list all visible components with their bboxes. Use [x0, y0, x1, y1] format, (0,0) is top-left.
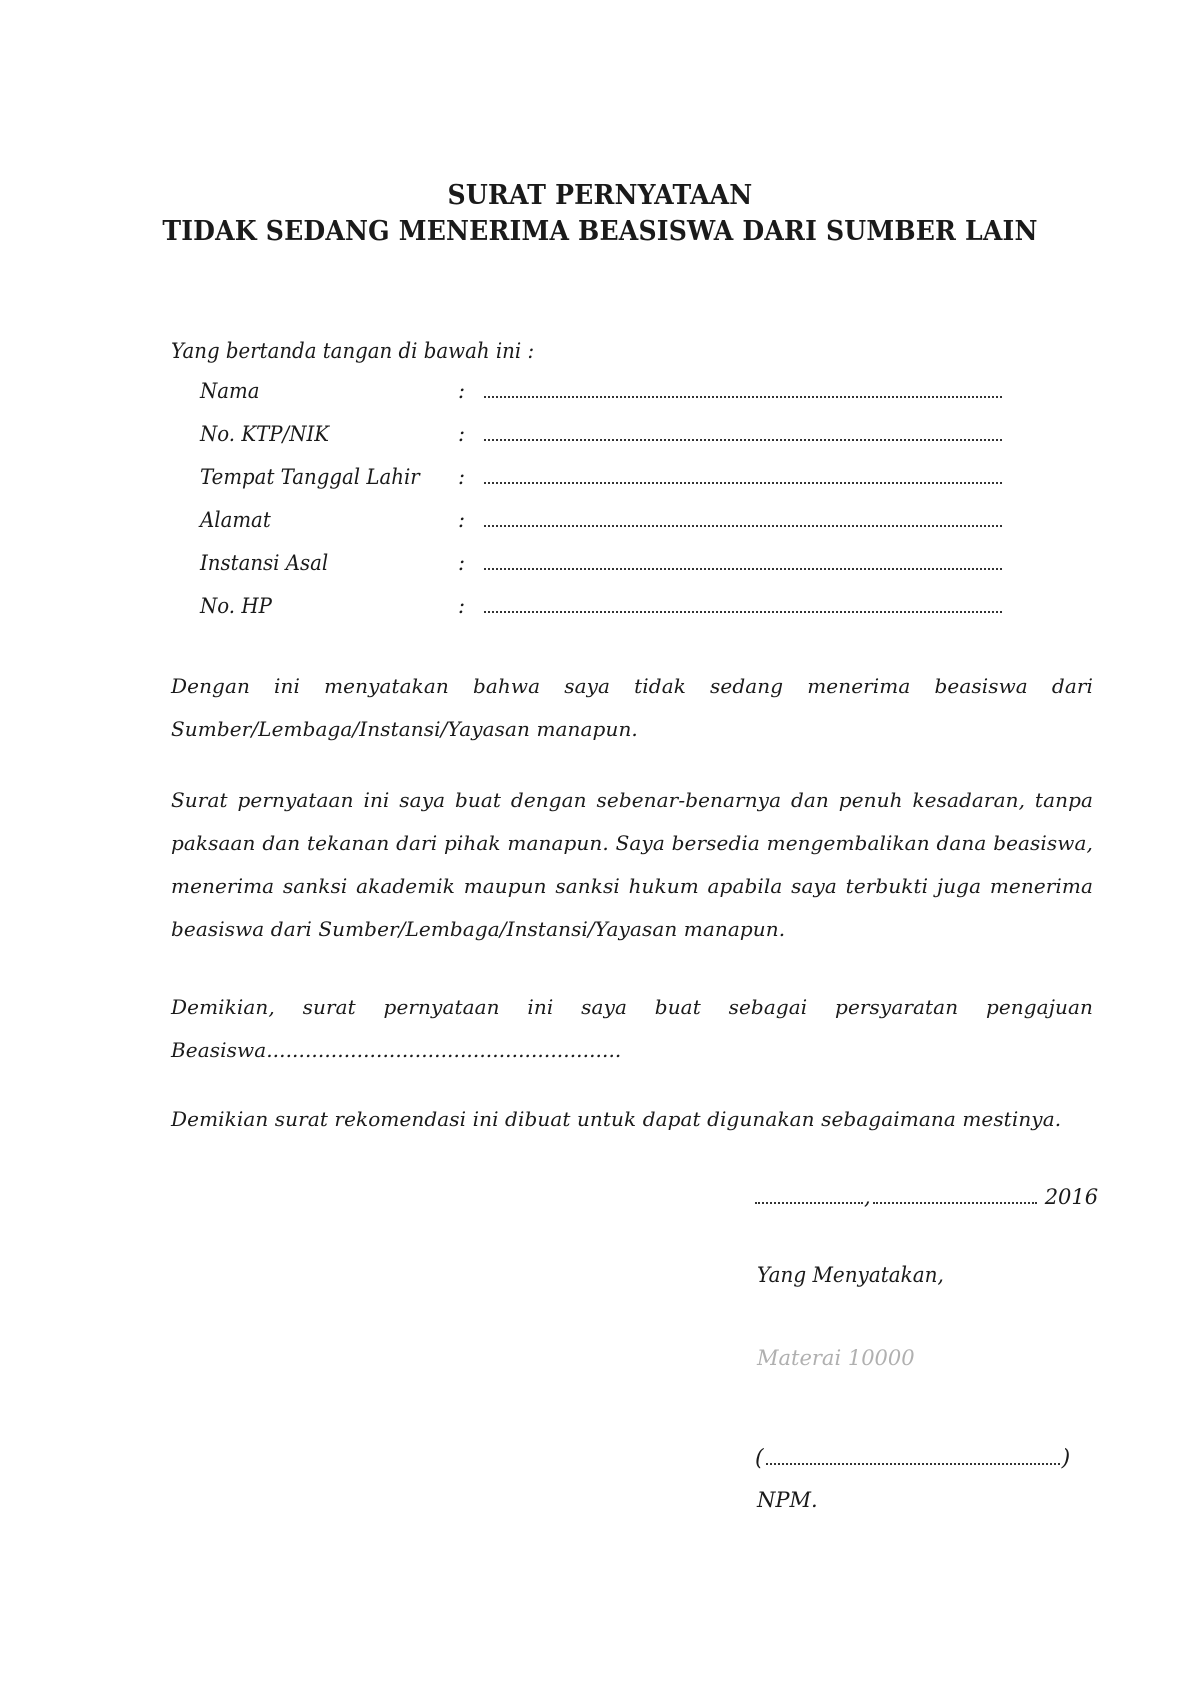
- closing-paragraph: Demikian surat rekomendasi ini dibuat untuk dapat digunakan sebagaimana mestinya.: [171, 1107, 1062, 1131]
- signer-name-line: [755, 1446, 1070, 1471]
- fill-in-line: [484, 422, 1002, 441]
- fill-in-line: [484, 465, 1002, 484]
- name-fill-in-line: [766, 1447, 1060, 1465]
- date-year: 2016: [1044, 1185, 1099, 1209]
- field-separator: :: [458, 594, 466, 618]
- purpose-paragraph: Demikian, surat pernyataan ini saya buat sebagai persyaratan pengajuan Beasiswa.......................................................: [171, 995, 1093, 1062]
- field-label: No. HP: [200, 594, 272, 618]
- field-separator: :: [458, 422, 466, 446]
- field-separator: :: [458, 379, 466, 403]
- name-close-paren: ): [1061, 1446, 1071, 1471]
- field-separator: :: [458, 465, 466, 489]
- field-label: No. KTP/NIK: [200, 422, 330, 446]
- field-row-instansi-asal: [200, 551, 1010, 594]
- identity-fields: [200, 379, 1010, 637]
- stamp-duty-placeholder: Materai 10000: [757, 1346, 915, 1370]
- field-separator: :: [458, 551, 466, 575]
- field-row-ktp-nik: [200, 422, 1010, 465]
- field-separator: :: [458, 508, 466, 532]
- npm-label: NPM.: [757, 1488, 818, 1512]
- fill-in-line: [484, 594, 1002, 613]
- name-open-paren: (: [755, 1446, 764, 1471]
- title-line-1: SURAT PERNYATAAN: [447, 180, 753, 211]
- field-row-alamat: [200, 508, 1010, 551]
- fill-in-line: [484, 379, 1002, 398]
- field-row-nama: [200, 379, 1010, 422]
- intro-text: Yang bertanda tangan di bawah ini :: [171, 339, 535, 363]
- fill-in-line: [484, 508, 1002, 527]
- field-row-no-hp: [200, 594, 1010, 637]
- place-date-line: [755, 1185, 1098, 1209]
- date-fill-in-line: [873, 1186, 1037, 1204]
- field-label: Tempat Tanggal Lahir: [200, 465, 420, 489]
- field-label: Instansi Asal: [200, 551, 329, 575]
- place-fill-in-line: [755, 1186, 863, 1204]
- field-label: Alamat: [200, 508, 271, 532]
- signer-label: Yang Menyatakan,: [757, 1263, 944, 1287]
- date-comma: ,: [864, 1185, 871, 1209]
- statement-paragraph: Dengan ini menyatakan bahwa saya tidak sedang menerima beasiswa dari Sumber/Lembaga/Instansi/Yayasan manapun.: [171, 674, 1093, 741]
- commitment-paragraph: Surat pernyataan ini saya buat dengan sebenar-benarnya dan penuh kesadaran, tanpa paksaan dan tekanan dari pihak manapun. Saya bersedia mengembalikan dana beasiswa, menerima sanksi akademik maupun sanksi hukum apabila saya terbukti juga menerima beasiswa dari Sumber/Lembaga/Instansi/Yayasan manapun.: [171, 788, 1093, 941]
- letter-title: [0, 178, 1200, 250]
- fill-in-line: [484, 551, 1002, 570]
- field-label: Nama: [200, 379, 260, 403]
- field-row-tempat-tanggal-lahir: [200, 465, 1010, 508]
- title-line-2: TIDAK SEDANG MENERIMA BEASISWA DARI SUMBER LAIN: [162, 216, 1038, 247]
